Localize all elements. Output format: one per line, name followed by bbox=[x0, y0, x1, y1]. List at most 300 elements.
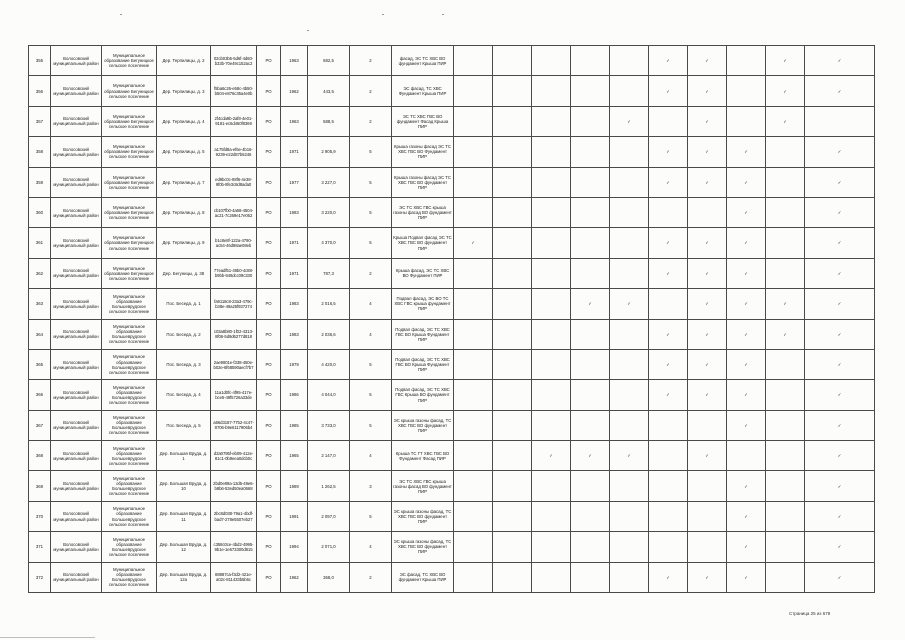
floors-cell: 4 bbox=[350, 289, 392, 319]
work-type-cell bbox=[649, 167, 688, 197]
fias-code-cell: 2ae9801e-f338-450e-b02e-6f68590aecf7b7 bbox=[211, 349, 257, 379]
works-cell: Крыша газоны фасад ЭС ТС ХВС ГВС ВО фундамент ПИР bbox=[392, 167, 454, 197]
floors-cell: 4 bbox=[350, 319, 392, 349]
check-mark-icon: ✓ bbox=[837, 240, 842, 246]
check-mark-icon: ✓ bbox=[837, 514, 842, 519]
work-type-cell bbox=[610, 197, 649, 227]
owner-cell: Муниципальное образование Бегуницкое сельское поселение bbox=[102, 197, 157, 227]
row-number: 370 bbox=[29, 501, 51, 531]
check-mark-icon: ✓ bbox=[744, 514, 748, 519]
fias-code-cell: a175fd8a-ef6e-4b16-9239-e22d87b5246 bbox=[211, 137, 257, 167]
floors-cell: 2 bbox=[350, 258, 392, 288]
check-mark-icon: ✓ bbox=[666, 270, 670, 276]
fias-code-cell: a66d3187-7752-4c47-8706-b9e6117906b4 bbox=[211, 410, 257, 440]
year-cell: 1963 bbox=[281, 106, 308, 136]
floors-cell: 5 bbox=[350, 197, 392, 227]
work-type-cell bbox=[766, 167, 805, 197]
work-type-cell bbox=[571, 167, 610, 197]
work-type-cell bbox=[727, 46, 766, 76]
work-type-cell bbox=[766, 441, 805, 471]
work-type-cell bbox=[493, 501, 532, 531]
work-type-cell bbox=[649, 106, 688, 136]
works-cell: ЭС фасад, ТС ХВС ВО фундамент Крыша ПИР bbox=[392, 562, 454, 592]
work-type-cell bbox=[571, 137, 610, 167]
fias-code-cell: 02cb03b5-5d6f-4d60-b33b-70e49c152ac2 bbox=[211, 46, 257, 76]
table-body bbox=[29, 46, 875, 593]
work-type-cell bbox=[688, 258, 727, 288]
work-type-cell bbox=[649, 532, 688, 562]
form-cell: РО bbox=[257, 46, 281, 76]
check-mark-icon: ✓ bbox=[837, 179, 842, 185]
work-type-cell bbox=[532, 106, 571, 136]
work-type-cell bbox=[766, 349, 805, 379]
work-type-cell bbox=[727, 532, 766, 562]
check-mark-icon: ✓ bbox=[705, 58, 709, 64]
owner-cell: Муниципальное образование Бегуницкое сельское поселение bbox=[102, 46, 157, 76]
work-type-cell bbox=[649, 76, 688, 106]
row-number: 360 bbox=[29, 197, 51, 227]
table-row bbox=[29, 471, 875, 501]
check-mark-icon: ✓ bbox=[744, 149, 748, 155]
owner-cell: Муниципальное образование Большеврудское сельское поселение bbox=[102, 441, 157, 471]
district-cell: Волосовский муниципальный район bbox=[51, 137, 102, 167]
work-type-cell bbox=[454, 289, 493, 319]
work-type-cell bbox=[493, 380, 532, 410]
form-cell: РО bbox=[257, 410, 281, 440]
work-type-cell bbox=[805, 76, 875, 106]
work-type-cell bbox=[532, 197, 571, 227]
owner-cell: Муниципальное образование Бегуницкое сельское поселение bbox=[102, 167, 157, 197]
year-cell: 1963 bbox=[281, 46, 308, 76]
check-mark-icon: ✓ bbox=[549, 453, 553, 459]
work-type-cell bbox=[454, 471, 493, 501]
work-type-cell bbox=[454, 167, 493, 197]
fias-code-cell: 2bc8d038-79a1-4bdf-bad7-278e5507eb27 bbox=[211, 501, 257, 531]
address-cell: Дер. Большая Вруда, д. 12 bbox=[157, 532, 211, 562]
check-mark-icon: ✓ bbox=[666, 392, 670, 398]
year-cell: 1977 bbox=[281, 167, 308, 197]
check-mark-icon: ✓ bbox=[837, 544, 842, 550]
work-type-cell bbox=[805, 289, 875, 319]
form-cell: РО bbox=[257, 532, 281, 562]
district-cell: Волосовский муниципальный район bbox=[51, 441, 102, 471]
address-cell: Дер. Большая Вруда, д. 11 bbox=[157, 501, 211, 531]
address-cell: Пос. Беседа, д. 4 bbox=[157, 380, 211, 410]
work-type-cell bbox=[610, 562, 649, 592]
fias-code-cell: f5ba6c26-e58c-4b50-b504-e876c35a4e0b bbox=[211, 76, 257, 106]
work-type-cell bbox=[610, 501, 649, 531]
fias-code-cell: d2a0795f-eb09-412e-81c1-0b9eea0dcb0c bbox=[211, 441, 257, 471]
row-number: 356 bbox=[29, 76, 51, 106]
form-cell: РО bbox=[257, 106, 281, 136]
check-mark-icon: ✓ bbox=[837, 149, 842, 155]
work-type-cell bbox=[688, 76, 727, 106]
work-type-cell bbox=[532, 380, 571, 410]
form-cell: РО bbox=[257, 471, 281, 501]
works-cell: Крыша газоны фасад ЭС ТС ХВС ГВС ВО Фундамент ПИР bbox=[392, 137, 454, 167]
check-mark-icon: ✓ bbox=[744, 392, 748, 398]
work-type-cell bbox=[688, 380, 727, 410]
area-cell: 368,0 bbox=[308, 562, 350, 592]
work-type-cell bbox=[766, 532, 805, 562]
work-type-cell bbox=[727, 319, 766, 349]
work-type-cell bbox=[532, 228, 571, 258]
check-mark-icon: ✓ bbox=[705, 331, 709, 337]
district-cell: Волосовский муниципальный район bbox=[51, 532, 102, 562]
work-type-cell bbox=[688, 410, 727, 440]
area-cell: 2 097,0 bbox=[308, 501, 350, 531]
year-cell: 1971 bbox=[281, 258, 308, 288]
work-type-cell bbox=[610, 167, 649, 197]
check-mark-icon: ✓ bbox=[783, 331, 787, 337]
work-type-cell bbox=[805, 167, 875, 197]
work-type-cell bbox=[688, 532, 727, 562]
year-cell: 1971 bbox=[281, 137, 308, 167]
row-number: 362 bbox=[29, 258, 51, 288]
work-type-cell bbox=[727, 562, 766, 592]
year-cell: 1986 bbox=[281, 380, 308, 410]
address-cell: Дер. Терпилицы, д. 5 bbox=[157, 137, 211, 167]
work-type-cell bbox=[454, 441, 493, 471]
work-type-cell bbox=[532, 319, 571, 349]
check-mark-icon: ✓ bbox=[666, 574, 670, 580]
work-type-cell bbox=[649, 289, 688, 319]
work-type-cell bbox=[649, 228, 688, 258]
check-mark-icon: ✓ bbox=[666, 88, 670, 94]
work-type-cell bbox=[805, 471, 875, 501]
form-cell: РО bbox=[257, 562, 281, 592]
check-mark-icon: ✓ bbox=[705, 362, 709, 368]
work-type-cell bbox=[766, 289, 805, 319]
work-type-cell bbox=[610, 228, 649, 258]
scan-speck bbox=[442, 14, 444, 15]
address-cell: Пос. Беседа, д. 5 bbox=[157, 410, 211, 440]
work-type-cell bbox=[532, 258, 571, 288]
work-type-cell bbox=[649, 197, 688, 227]
work-type-cell bbox=[649, 441, 688, 471]
check-mark-icon: ✓ bbox=[837, 210, 842, 216]
check-mark-icon: ✓ bbox=[705, 118, 709, 124]
owner-cell: Муниципальное образование Большеврудское сельское поселение bbox=[102, 501, 157, 531]
table-row bbox=[29, 380, 875, 410]
work-type-cell bbox=[766, 410, 805, 440]
area-cell: 2 036,6 bbox=[308, 319, 350, 349]
check-mark-icon: ✓ bbox=[837, 331, 842, 337]
address-cell: Дер. Терпилицы, д. 3 bbox=[157, 76, 211, 106]
work-type-cell bbox=[571, 289, 610, 319]
work-type-cell bbox=[727, 137, 766, 167]
works-cell: ЭС ТС ХВС ГВС ВО фундамент Фасад Крыша ПИР bbox=[392, 106, 454, 136]
work-type-cell bbox=[649, 562, 688, 592]
check-mark-icon: ✓ bbox=[705, 574, 709, 580]
work-type-cell bbox=[454, 562, 493, 592]
work-type-cell bbox=[766, 106, 805, 136]
work-type-cell bbox=[727, 228, 766, 258]
work-type-cell bbox=[805, 349, 875, 379]
form-cell: РО bbox=[257, 441, 281, 471]
work-type-cell bbox=[571, 532, 610, 562]
area-cell: 2 905,9 bbox=[308, 137, 350, 167]
work-type-cell bbox=[766, 258, 805, 288]
work-type-cell bbox=[454, 106, 493, 136]
work-type-cell bbox=[532, 167, 571, 197]
work-type-cell bbox=[610, 471, 649, 501]
work-type-cell bbox=[649, 137, 688, 167]
work-type-cell bbox=[688, 228, 727, 258]
work-type-cell bbox=[532, 501, 571, 531]
work-type-cell bbox=[454, 501, 493, 531]
work-type-cell bbox=[493, 76, 532, 106]
works-cell: Подвал фасад, ЭС ВО ТС ХВС ГВС крыша фундамент ПИР bbox=[392, 289, 454, 319]
work-type-cell bbox=[610, 137, 649, 167]
work-type-cell bbox=[805, 380, 875, 410]
area-cell: 1 262,5 bbox=[308, 471, 350, 501]
work-type-cell bbox=[454, 46, 493, 76]
work-type-cell bbox=[571, 471, 610, 501]
work-type-cell bbox=[766, 319, 805, 349]
year-cell: 1985 bbox=[281, 410, 308, 440]
fias-code-cell: b1c8e8f-122a-4790-ac54-46d98ae08eb bbox=[211, 228, 257, 258]
work-type-cell bbox=[649, 349, 688, 379]
row-number: 357 bbox=[29, 106, 51, 136]
address-cell: Дер. Большая Вруда, д. 12а bbox=[157, 562, 211, 592]
check-mark-icon: ✓ bbox=[837, 453, 842, 459]
work-type-cell bbox=[571, 562, 610, 592]
owner-cell: Муниципальное образование Бегуницкое сельское поселение bbox=[102, 258, 157, 288]
work-type-cell bbox=[532, 471, 571, 501]
check-mark-icon: ✓ bbox=[837, 574, 842, 580]
address-cell: Дер. Терпилицы, д. 2 bbox=[157, 46, 211, 76]
work-type-cell bbox=[493, 349, 532, 379]
work-type-cell bbox=[493, 471, 532, 501]
owner-cell: Муниципальное образование Бегуницкое сельское поселение bbox=[102, 228, 157, 258]
owner-cell: Муниципальное образование Бегуницкое сельское поселение bbox=[102, 137, 157, 167]
works-cell: фасад, ЭС ТС ХВС ВО фундамент Крыша ПИР bbox=[392, 46, 454, 76]
floors-cell: 5 bbox=[350, 349, 392, 379]
check-mark-icon: ✓ bbox=[744, 210, 748, 216]
table-row bbox=[29, 562, 875, 592]
work-type-cell bbox=[727, 289, 766, 319]
row-number: 371 bbox=[29, 532, 51, 562]
year-cell: 1991 bbox=[281, 501, 308, 531]
floors-cell: 2 bbox=[350, 562, 392, 592]
works-cell: ЭС крыша газоны фасад, ТС ХВС ГВС ВО фундамент ПИР bbox=[392, 532, 454, 562]
form-cell: РО bbox=[257, 501, 281, 531]
work-type-cell bbox=[805, 501, 875, 531]
area-cell: 3 227,0 bbox=[308, 167, 350, 197]
address-cell: Дер. Терпилицы, д. 4 bbox=[157, 106, 211, 136]
work-type-cell bbox=[688, 441, 727, 471]
table-row bbox=[29, 289, 875, 319]
work-type-cell bbox=[727, 167, 766, 197]
district-cell: Волосовский муниципальный район bbox=[51, 46, 102, 76]
work-type-cell bbox=[571, 319, 610, 349]
check-mark-icon: ✓ bbox=[783, 118, 787, 124]
check-mark-icon: ✓ bbox=[744, 270, 748, 276]
address-cell: Дер. Большая Вруда, д. 10 bbox=[157, 471, 211, 501]
check-mark-icon: ✓ bbox=[666, 149, 670, 155]
area-cell: 443,5 bbox=[308, 76, 350, 106]
work-type-cell bbox=[766, 471, 805, 501]
check-mark-icon: ✓ bbox=[705, 270, 709, 276]
owner-cell: Муниципальное образование Большеврудское сельское поселение bbox=[102, 562, 157, 592]
floors-cell: 2 bbox=[350, 76, 392, 106]
work-type-cell bbox=[571, 501, 610, 531]
area-cell: 2 147,0 bbox=[308, 441, 350, 471]
year-cell: 1994 bbox=[281, 532, 308, 562]
work-type-cell bbox=[688, 562, 727, 592]
year-cell: 1983 bbox=[281, 289, 308, 319]
works-cell: ЭС ТС ХВС ГВС крыша газоны фасад ВО фундамент ПИР bbox=[392, 197, 454, 227]
work-type-cell bbox=[493, 106, 532, 136]
table-row bbox=[29, 258, 875, 288]
floors-cell: 5 bbox=[350, 167, 392, 197]
work-type-cell bbox=[649, 258, 688, 288]
district-cell: Волосовский муниципальный район bbox=[51, 471, 102, 501]
works-cell: ЭС крыша газоны фасад, ТС ХВС ГВС ВО фундамент ПИР bbox=[392, 410, 454, 440]
work-type-cell bbox=[493, 137, 532, 167]
table-row bbox=[29, 106, 875, 136]
fias-code-cell: 11a1d0fc-4f95-417e-bce5-49f5726a33de bbox=[211, 380, 257, 410]
work-type-cell bbox=[571, 197, 610, 227]
work-type-cell bbox=[766, 562, 805, 592]
check-mark-icon: ✓ bbox=[837, 483, 842, 489]
work-type-cell bbox=[610, 410, 649, 440]
row-number: 358 bbox=[29, 137, 51, 167]
row-number: 365 bbox=[29, 349, 51, 379]
works-cell: Крыша Подвал фасад ЭС ТС ХВС ГВС ВО фундамент ПИР bbox=[392, 228, 454, 258]
check-mark-icon: ✓ bbox=[744, 179, 748, 185]
work-type-cell bbox=[688, 289, 727, 319]
work-type-cell bbox=[610, 380, 649, 410]
work-type-cell bbox=[454, 532, 493, 562]
area-cell: 2 016,5 bbox=[308, 289, 350, 319]
work-type-cell bbox=[649, 380, 688, 410]
row-number: 364 bbox=[29, 319, 51, 349]
form-cell: РО bbox=[257, 137, 281, 167]
table-row bbox=[29, 197, 875, 227]
form-cell: РО bbox=[257, 289, 281, 319]
works-cell: ЭС фасад, ТС ХВС Фундамент Крыша ПИР bbox=[392, 76, 454, 106]
work-type-cell bbox=[727, 501, 766, 531]
year-cell: 1989 bbox=[281, 471, 308, 501]
area-cell: 2 071,0 bbox=[308, 532, 350, 562]
check-mark-icon: ✓ bbox=[783, 58, 787, 64]
table-row bbox=[29, 410, 875, 440]
year-cell: 1983 bbox=[281, 319, 308, 349]
check-mark-icon: ✓ bbox=[705, 301, 709, 307]
district-cell: Волосовский муниципальный район bbox=[51, 319, 102, 349]
district-cell: Волосовский муниципальный район bbox=[51, 76, 102, 106]
check-mark-icon: ✓ bbox=[588, 301, 592, 307]
row-number: 363 bbox=[29, 289, 51, 319]
work-type-cell bbox=[454, 319, 493, 349]
address-cell: Дер. Большая Вруда, д. 1 bbox=[157, 441, 211, 471]
work-type-cell bbox=[571, 349, 610, 379]
area-cell: 682,5 bbox=[308, 46, 350, 76]
check-mark-icon: ✓ bbox=[744, 544, 748, 550]
work-type-cell bbox=[688, 167, 727, 197]
work-type-cell bbox=[532, 289, 571, 319]
work-type-cell bbox=[454, 228, 493, 258]
address-cell: Пос. Беседа, д. 1 bbox=[157, 289, 211, 319]
year-cell: 1979 bbox=[281, 349, 308, 379]
owner-cell: Муниципальное образование Большеврудское сельское поселение bbox=[102, 319, 157, 349]
work-type-cell bbox=[532, 410, 571, 440]
work-type-cell bbox=[766, 228, 805, 258]
row-number: 361 bbox=[29, 228, 51, 258]
work-type-cell bbox=[532, 137, 571, 167]
work-type-cell bbox=[649, 46, 688, 76]
district-cell: Волосовский муниципальный район bbox=[51, 501, 102, 531]
work-type-cell bbox=[571, 228, 610, 258]
owner-cell: Муниципальное образование Большеврудское сельское поселение bbox=[102, 289, 157, 319]
row-number: 366 bbox=[29, 380, 51, 410]
work-type-cell bbox=[532, 532, 571, 562]
work-type-cell bbox=[532, 76, 571, 106]
check-mark-icon: ✓ bbox=[471, 240, 475, 246]
address-cell: Дер. Терпилицы, д. 8 bbox=[157, 197, 211, 227]
fias-code-cell: c358c0ce-4bd2-4995-9b1e-1e673300d815 bbox=[211, 532, 257, 562]
owner-cell: Муниципальное образование Большеврудское сельское поселение bbox=[102, 410, 157, 440]
year-cell: 1983 bbox=[281, 197, 308, 227]
work-type-cell bbox=[454, 76, 493, 106]
work-type-cell bbox=[805, 258, 875, 288]
district-cell: Волосовский муниципальный район bbox=[51, 228, 102, 258]
row-number: 367 bbox=[29, 410, 51, 440]
check-mark-icon: ✓ bbox=[837, 88, 842, 94]
work-type-cell bbox=[688, 501, 727, 531]
work-type-cell bbox=[649, 410, 688, 440]
row-number: 355 bbox=[29, 46, 51, 76]
row-number: 368 bbox=[29, 441, 51, 471]
work-type-cell bbox=[727, 349, 766, 379]
work-type-cell bbox=[688, 106, 727, 136]
area-cell: 4 370,0 bbox=[308, 228, 350, 258]
works-cell: Крыша фасад, ЭС ТС ХВС ВО Фундамент ПИР bbox=[392, 258, 454, 288]
work-type-cell bbox=[571, 441, 610, 471]
check-mark-icon: ✓ bbox=[744, 483, 748, 489]
work-type-cell bbox=[493, 562, 532, 592]
table-row bbox=[29, 441, 875, 471]
floors-cell: 3 bbox=[350, 471, 392, 501]
check-mark-icon: ✓ bbox=[705, 392, 709, 398]
year-cell: 1962 bbox=[281, 562, 308, 592]
owner-cell: Муниципальное образование Большеврудское сельское поселение bbox=[102, 380, 157, 410]
work-type-cell bbox=[727, 471, 766, 501]
work-type-cell bbox=[532, 349, 571, 379]
table-row bbox=[29, 137, 875, 167]
area-cell: 4 044,0 bbox=[308, 380, 350, 410]
work-type-cell bbox=[454, 137, 493, 167]
work-type-cell bbox=[727, 441, 766, 471]
work-type-cell bbox=[571, 410, 610, 440]
work-type-cell bbox=[493, 228, 532, 258]
work-type-cell bbox=[571, 76, 610, 106]
row-number: 359 bbox=[29, 167, 51, 197]
check-mark-icon: ✓ bbox=[705, 240, 709, 246]
work-type-cell bbox=[727, 76, 766, 106]
work-type-cell bbox=[805, 228, 875, 258]
area-cell: 3 733,0 bbox=[308, 410, 350, 440]
fias-code-cell: fa9118c8-23a3-479c-b38e-49a25f937274 bbox=[211, 289, 257, 319]
year-cell: 1962 bbox=[281, 76, 308, 106]
work-type-cell bbox=[493, 441, 532, 471]
district-cell: Волосовский муниципальный район bbox=[51, 289, 102, 319]
owner-cell: Муниципальное образование Большеврудское сельское поселение bbox=[102, 349, 157, 379]
work-type-cell bbox=[610, 441, 649, 471]
work-type-cell bbox=[610, 106, 649, 136]
